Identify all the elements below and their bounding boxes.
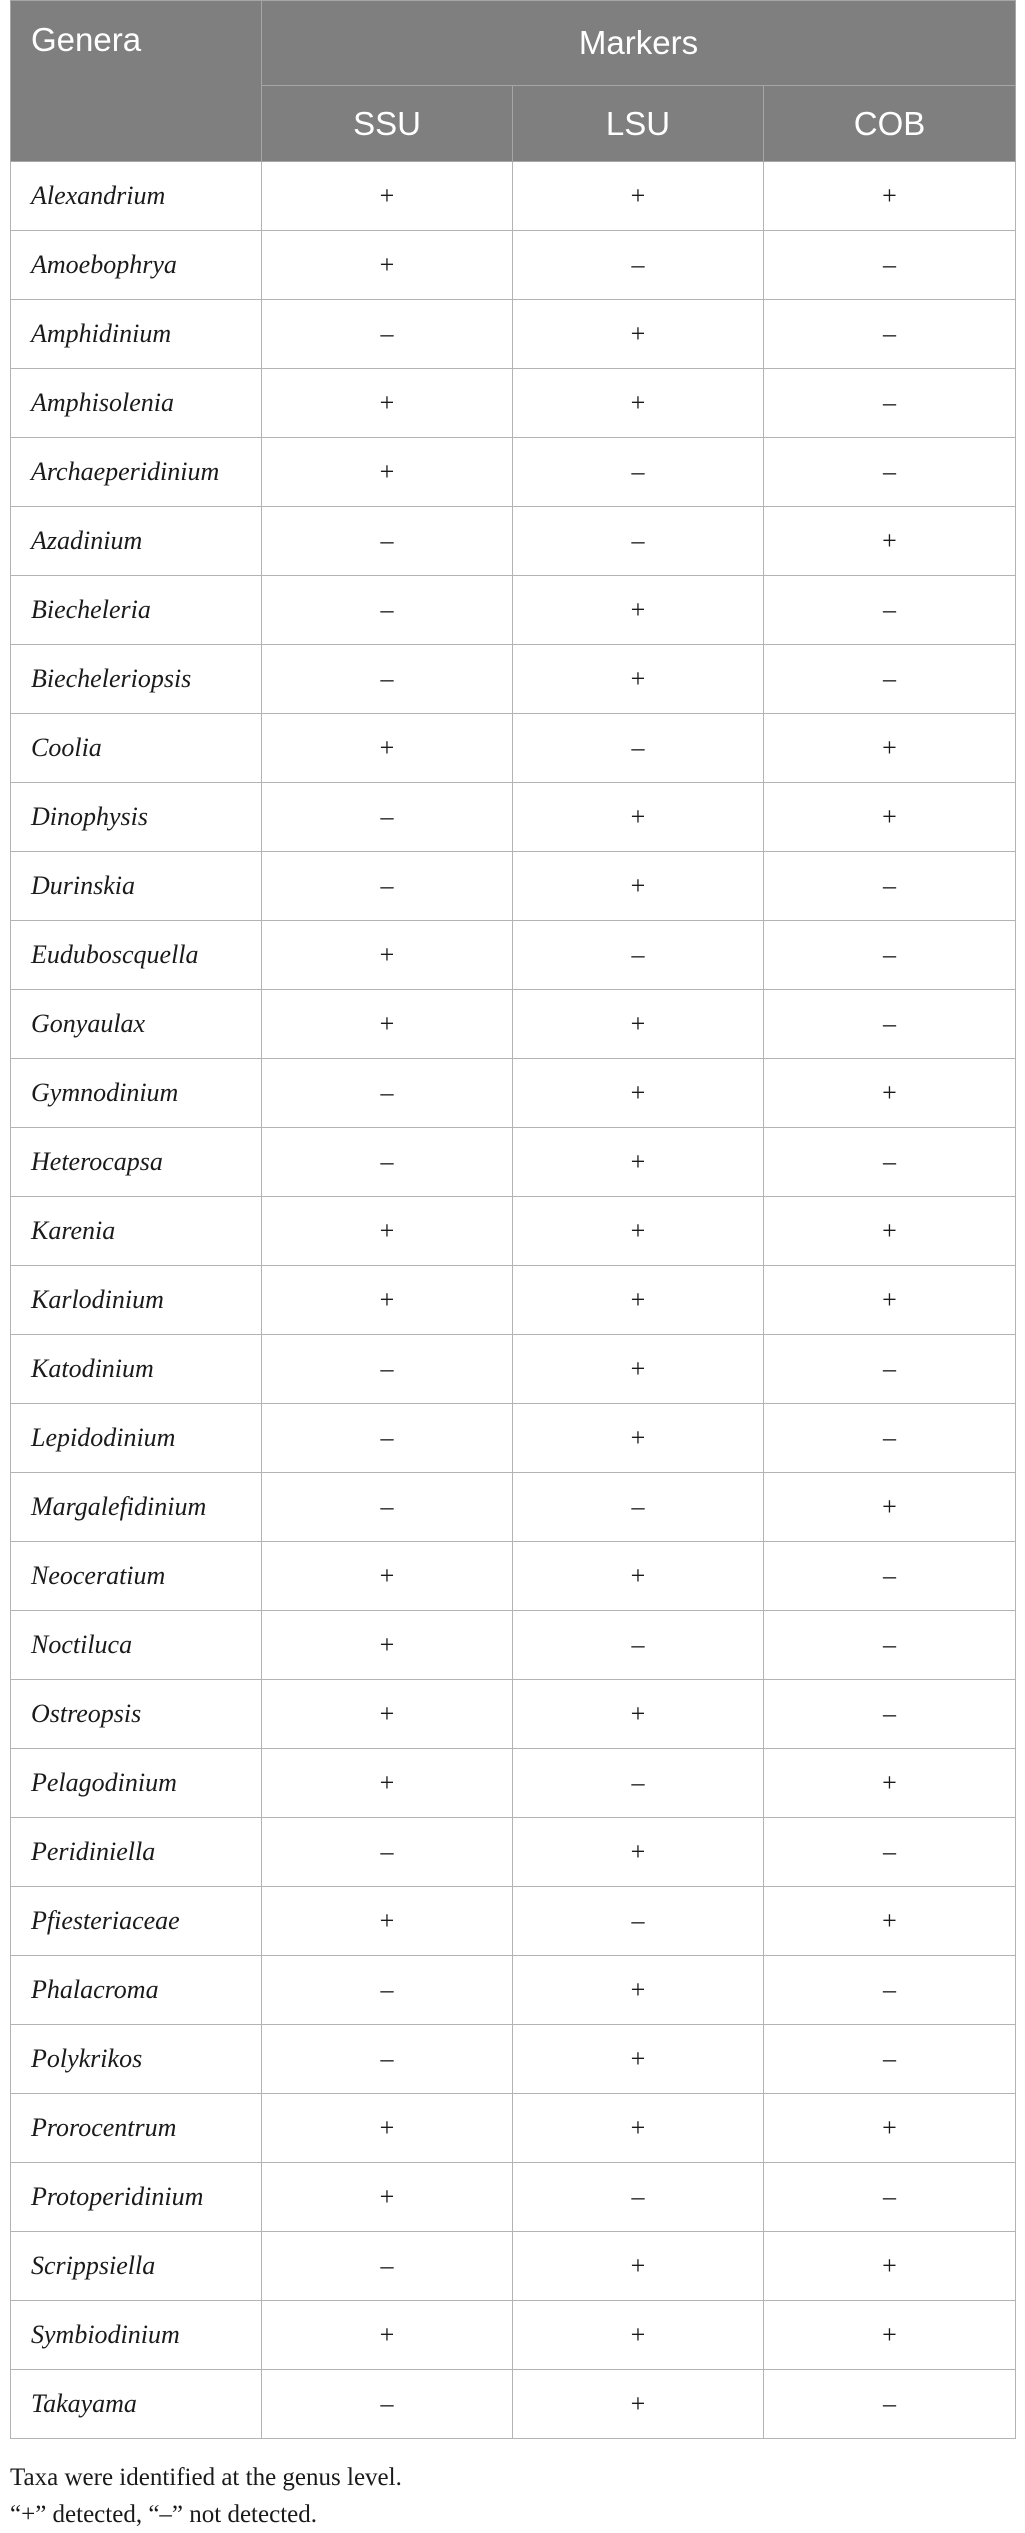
lsu-cell: + xyxy=(513,1542,764,1611)
genus-cell: Protoperidinium xyxy=(11,2163,262,2232)
genus-cell: Heterocapsa xyxy=(11,1128,262,1197)
genus-cell: Prorocentrum xyxy=(11,2094,262,2163)
table-row xyxy=(11,1956,1016,2025)
genus-cell: Azadinium xyxy=(11,507,262,576)
lsu-cell: + xyxy=(513,1680,764,1749)
table-row xyxy=(11,1542,1016,1611)
cob-cell: + xyxy=(764,1473,1016,1542)
ssu-cell: + xyxy=(262,369,513,438)
table-row xyxy=(11,921,1016,990)
cob-column-header: COB xyxy=(764,86,1016,162)
lsu-cell: + xyxy=(513,576,764,645)
genera-markers-table xyxy=(10,0,1016,2439)
lsu-cell: – xyxy=(513,438,764,507)
ssu-cell: – xyxy=(262,507,513,576)
cob-cell: + xyxy=(764,1059,1016,1128)
table-row xyxy=(11,2163,1016,2232)
table-row xyxy=(11,2025,1016,2094)
lsu-cell: – xyxy=(513,1749,764,1818)
genus-cell: Pfiesteriaceae xyxy=(11,1887,262,1956)
ssu-cell: + xyxy=(262,1611,513,1680)
table-row xyxy=(11,2370,1016,2439)
genus-cell: Scrippsiella xyxy=(11,2232,262,2301)
genus-cell: Archaeperidinium xyxy=(11,438,262,507)
lsu-cell: + xyxy=(513,2232,764,2301)
cob-cell: + xyxy=(764,2301,1016,2370)
lsu-column-header: LSU xyxy=(513,86,764,162)
genus-cell: Gonyaulax xyxy=(11,990,262,1059)
table-row xyxy=(11,714,1016,783)
table-row xyxy=(11,2094,1016,2163)
ssu-cell: + xyxy=(262,231,513,300)
genus-cell: Euduboscquella xyxy=(11,921,262,990)
lsu-cell: + xyxy=(513,1059,764,1128)
ssu-cell: – xyxy=(262,576,513,645)
ssu-cell: + xyxy=(262,1680,513,1749)
ssu-cell: – xyxy=(262,1128,513,1197)
genus-cell: Coolia xyxy=(11,714,262,783)
cob-cell: – xyxy=(764,921,1016,990)
ssu-cell: + xyxy=(262,921,513,990)
lsu-cell: – xyxy=(513,1887,764,1956)
table-row xyxy=(11,1059,1016,1128)
table-row xyxy=(11,1128,1016,1197)
cob-cell: – xyxy=(764,369,1016,438)
cob-cell: – xyxy=(764,231,1016,300)
cob-cell: + xyxy=(764,507,1016,576)
cob-cell: + xyxy=(764,714,1016,783)
lsu-cell: – xyxy=(513,231,764,300)
ssu-cell: – xyxy=(262,783,513,852)
ssu-cell: + xyxy=(262,2163,513,2232)
ssu-cell: + xyxy=(262,1887,513,1956)
cob-cell: – xyxy=(764,1680,1016,1749)
genus-cell: Symbiodinium xyxy=(11,2301,262,2370)
cob-cell: – xyxy=(764,1404,1016,1473)
lsu-cell: – xyxy=(513,1611,764,1680)
cob-cell: + xyxy=(764,1197,1016,1266)
ssu-cell: – xyxy=(262,2370,513,2439)
table-row xyxy=(11,1197,1016,1266)
genus-cell: Dinophysis xyxy=(11,783,262,852)
table-row xyxy=(11,1611,1016,1680)
cob-cell: – xyxy=(764,990,1016,1059)
ssu-cell: – xyxy=(262,645,513,714)
table-row xyxy=(11,162,1016,231)
lsu-cell: + xyxy=(513,300,764,369)
table-row xyxy=(11,1818,1016,1887)
genus-cell: Lepidodinium xyxy=(11,1404,262,1473)
ssu-cell: – xyxy=(262,1818,513,1887)
genus-cell: Neoceratium xyxy=(11,1542,262,1611)
ssu-column-header: SSU xyxy=(262,86,513,162)
table-footnotes xyxy=(10,2459,1015,2533)
table-row xyxy=(11,231,1016,300)
table-row xyxy=(11,300,1016,369)
genus-cell: Karlodinium xyxy=(11,1266,262,1335)
cob-cell: – xyxy=(764,1956,1016,2025)
ssu-cell: + xyxy=(262,1197,513,1266)
table-row xyxy=(11,507,1016,576)
table-row xyxy=(11,1335,1016,1404)
genus-cell: Amphidinium xyxy=(11,300,262,369)
table-row xyxy=(11,2232,1016,2301)
cob-cell: – xyxy=(764,2370,1016,2439)
ssu-cell: – xyxy=(262,1473,513,1542)
genus-cell: Noctiluca xyxy=(11,1611,262,1680)
table-row xyxy=(11,1887,1016,1956)
lsu-cell: + xyxy=(513,2094,764,2163)
lsu-cell: – xyxy=(513,714,764,783)
lsu-cell: + xyxy=(513,1266,764,1335)
cob-cell: + xyxy=(764,162,1016,231)
genus-cell: Amoebophrya xyxy=(11,231,262,300)
ssu-cell: – xyxy=(262,2232,513,2301)
genus-cell: Karenia xyxy=(11,1197,262,1266)
ssu-cell: – xyxy=(262,1059,513,1128)
ssu-cell: + xyxy=(262,2301,513,2370)
genus-cell: Alexandrium xyxy=(11,162,262,231)
lsu-cell: – xyxy=(513,921,764,990)
footnote-legend: “+” detected, “–” not detected. xyxy=(10,2501,317,2528)
cob-cell: – xyxy=(764,1542,1016,1611)
lsu-cell: + xyxy=(513,2370,764,2439)
ssu-cell: + xyxy=(262,162,513,231)
table-row xyxy=(11,1680,1016,1749)
lsu-cell: + xyxy=(513,162,764,231)
table-container xyxy=(10,0,1015,2533)
cob-cell: – xyxy=(764,300,1016,369)
lsu-cell: + xyxy=(513,1128,764,1197)
markers-column-header: Markers xyxy=(262,1,1016,86)
ssu-cell: – xyxy=(262,852,513,921)
lsu-cell: + xyxy=(513,783,764,852)
table-row xyxy=(11,1266,1016,1335)
cob-cell: – xyxy=(764,1335,1016,1404)
cob-cell: + xyxy=(764,1887,1016,1956)
table-row xyxy=(11,852,1016,921)
genera-column-header: Genera xyxy=(11,1,262,162)
lsu-cell: + xyxy=(513,1335,764,1404)
cob-cell: – xyxy=(764,576,1016,645)
lsu-cell: + xyxy=(513,1404,764,1473)
cob-cell: – xyxy=(764,438,1016,507)
table-body xyxy=(11,162,1016,2439)
cob-cell: – xyxy=(764,2163,1016,2232)
ssu-cell: + xyxy=(262,1266,513,1335)
cob-cell: + xyxy=(764,1749,1016,1818)
genus-cell: Gymnodinium xyxy=(11,1059,262,1128)
cob-cell: + xyxy=(764,1266,1016,1335)
table-row xyxy=(11,783,1016,852)
cob-cell: – xyxy=(764,1128,1016,1197)
table-row xyxy=(11,2301,1016,2370)
cob-cell: + xyxy=(764,2232,1016,2301)
cob-cell: – xyxy=(764,645,1016,714)
ssu-cell: + xyxy=(262,1749,513,1818)
genus-cell: Katodinium xyxy=(11,1335,262,1404)
table-row xyxy=(11,438,1016,507)
genus-cell: Ostreopsis xyxy=(11,1680,262,1749)
table-header xyxy=(11,1,1016,162)
lsu-cell: + xyxy=(513,2301,764,2370)
table-row xyxy=(11,645,1016,714)
table-row xyxy=(11,1404,1016,1473)
lsu-cell: + xyxy=(513,369,764,438)
cob-cell: – xyxy=(764,2025,1016,2094)
cob-cell: + xyxy=(764,783,1016,852)
ssu-cell: – xyxy=(262,300,513,369)
genus-cell: Phalacroma xyxy=(11,1956,262,2025)
table-row xyxy=(11,369,1016,438)
cob-cell: – xyxy=(764,1818,1016,1887)
table-row xyxy=(11,1473,1016,1542)
lsu-cell: + xyxy=(513,645,764,714)
genus-cell: Polykrikos xyxy=(11,2025,262,2094)
ssu-cell: + xyxy=(262,438,513,507)
ssu-cell: + xyxy=(262,2094,513,2163)
lsu-cell: + xyxy=(513,1956,764,2025)
cob-cell: + xyxy=(764,2094,1016,2163)
ssu-cell: – xyxy=(262,1956,513,2025)
genus-cell: Peridiniella xyxy=(11,1818,262,1887)
lsu-cell: + xyxy=(513,990,764,1059)
cob-cell: – xyxy=(764,852,1016,921)
ssu-cell: – xyxy=(262,1335,513,1404)
genus-cell: Margalefidinium xyxy=(11,1473,262,1542)
genus-cell: Amphisolenia xyxy=(11,369,262,438)
cob-cell: – xyxy=(764,1611,1016,1680)
table-row xyxy=(11,990,1016,1059)
genus-cell: Pelagodinium xyxy=(11,1749,262,1818)
genus-cell: Takayama xyxy=(11,2370,262,2439)
lsu-cell: – xyxy=(513,507,764,576)
ssu-cell: – xyxy=(262,1404,513,1473)
table-row xyxy=(11,1749,1016,1818)
genus-cell: Biecheleria xyxy=(11,576,262,645)
lsu-cell: + xyxy=(513,852,764,921)
lsu-cell: + xyxy=(513,1818,764,1887)
lsu-cell: – xyxy=(513,1473,764,1542)
genus-cell: Durinskia xyxy=(11,852,262,921)
lsu-cell: – xyxy=(513,2163,764,2232)
ssu-cell: – xyxy=(262,2025,513,2094)
ssu-cell: + xyxy=(262,1542,513,1611)
ssu-cell: + xyxy=(262,990,513,1059)
table-row xyxy=(11,576,1016,645)
lsu-cell: + xyxy=(513,1197,764,1266)
ssu-cell: + xyxy=(262,714,513,783)
genus-cell: Biecheleriopsis xyxy=(11,645,262,714)
lsu-cell: + xyxy=(513,2025,764,2094)
footnote-genus-level: Taxa were identified at the genus level. xyxy=(10,2464,402,2491)
